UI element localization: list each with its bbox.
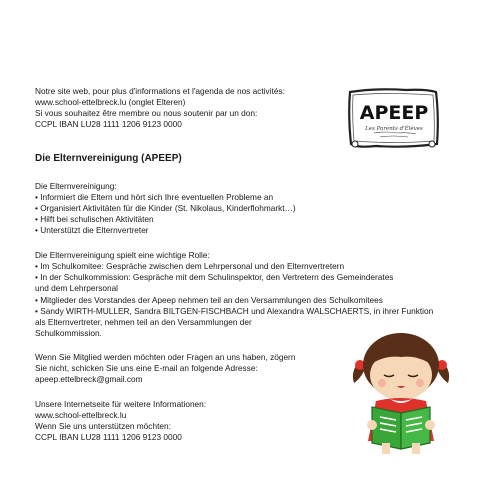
intro-line-iban: CCPL IBAN LU28 1111 1206 9123 0000 <box>35 119 182 129</box>
apeep-logo <box>346 86 442 156</box>
logo-tagline: Les Parents d'Élèves <box>365 126 423 132</box>
role-item: • Sandy WIRTH-MULLER, Sandra BILTGEN-FISCHBACH und Alexandra WALSCHAERTS, in ihrer Funktion <box>35 306 434 316</box>
logo-title: APEEP <box>359 102 429 124</box>
role-item-continued: und dem Lehrpersonal <box>35 283 119 293</box>
membership-line: Sie nicht, schicken Sie uns eine E-mail an folgende Adresse: <box>35 363 258 373</box>
role-item-continued: Schulkommission. <box>35 328 102 338</box>
girl-reading-illustration <box>346 331 456 456</box>
website-line: Unsere Internetseite für weitere Informationen: <box>35 399 207 409</box>
role-item: • Mitglieder des Vorstandes der Apeep nehmen teil an den Versammlungen des Schulkomitees <box>35 295 383 305</box>
role-intro: Die Elternvereinigung spielt eine wichtige Rolle: <box>35 250 210 260</box>
about-item: • Hilft bei schulischen Aktivitäten <box>35 214 154 224</box>
intro-line-website: Notre site web, pour plus d'informations et l'agenda de nos activités: <box>35 86 285 96</box>
about-item: • Informiert die Eltern und hört sich Ihre eventuellen Probleme an <box>35 192 274 202</box>
intro-line-support: Si vous souhaitez être membre ou nous soutenir par un don: <box>35 108 258 118</box>
intro-link-website[interactable]: www.school-ettelbreck.lu (onglet Elteren) <box>35 97 186 107</box>
support-iban: CCPL IBAN LU28 1111 1206 9123 0000 <box>35 432 182 442</box>
about-intro: Die Elternvereinigung: <box>35 181 117 191</box>
role-item: • Im Schulkomitee: Gespräche zwischen dem Lehrpersonal und den Elternvertretern <box>35 261 345 271</box>
about-item: • Organisiert Aktivitäten für die Kinder (St. Nikolaus, Kinderflohmarkt…) <box>35 203 296 213</box>
section-heading: Die Elternvereinigung (APEEP) <box>35 153 182 164</box>
website-link[interactable]: www.school-ettelbreck.lu <box>35 410 127 420</box>
membership-email-link[interactable]: apeep.ettelbreck@gmail.com <box>35 374 143 384</box>
role-item: • In der Schulkommission: Gespräche mit dem Schulinspektor, den Vertretern des Gemeinderates <box>35 272 394 282</box>
membership-line: Wenn Sie Mitglied werden möchten oder Fragen an uns haben, zögern <box>35 352 296 362</box>
support-line: Wenn Sie uns unterstützen möchten: <box>35 421 171 431</box>
role-item-continued: als Elternvertreter, nehmen teil an den Versammlungen der <box>35 317 252 327</box>
about-item: • Unterstützt die Elternvertreter <box>35 225 149 235</box>
